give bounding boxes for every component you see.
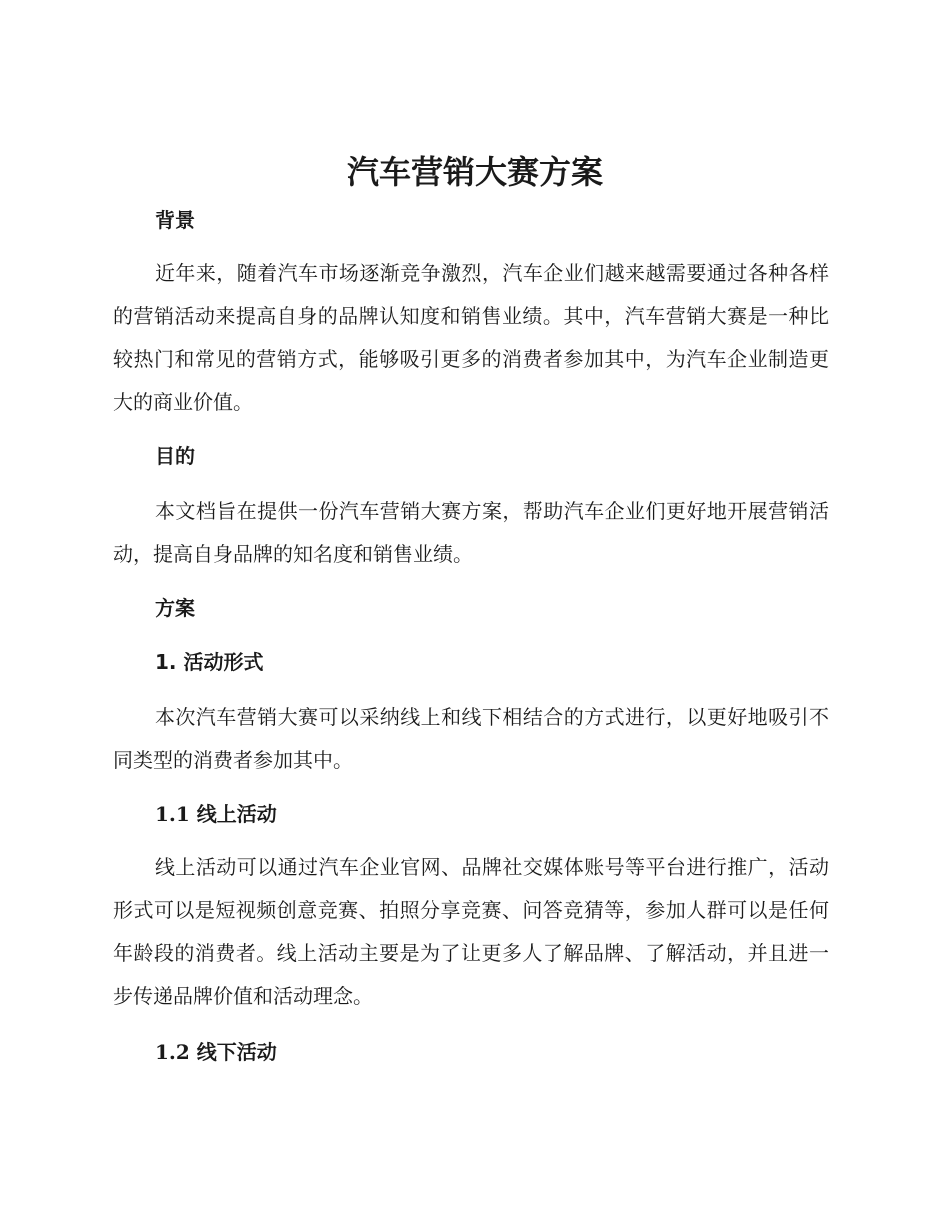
paragraph-background: 近年来，随着汽车市场逐渐竞争激烈，汽车企业们越来越需要通过各种各样的营销活动来提高自身的品牌认知度和销售业绩。其中，汽车营销大赛是一种比较热门和常见的营销方式，能够吸引更多的消费者参加其中，为汽车企业制造更大的商业价值。 (113, 261, 829, 414)
paragraph-online: 线上活动可以通过汽车企业官网、品牌社交媒体账号等平台进行推广，活动形式可以是短视频创意竞赛、拍照分享竞赛、问答竞猜等，参加人群可以是任何年龄段的消费者。线上活动主要是为了让更多人了解品牌、了解活动，并且进一步传递品牌价值和活动理念。 (113, 855, 829, 1008)
section-heading-purpose: 目的 (155, 444, 195, 468)
section-heading-activity-form: 1. 活动形式 (155, 650, 264, 674)
document-title: 汽车营销大赛方案 (346, 153, 603, 191)
section-heading-background: 背景 (155, 208, 195, 232)
subsection-heading-online: 1.1 线上活动 (155, 802, 277, 826)
paragraph-activity-form: 本次汽车营销大赛可以采纳线上和线下相结合的方式进行，以更好地吸引不同类型的消费者参加其中。 (113, 705, 829, 772)
section-heading-plan: 方案 (155, 596, 195, 620)
subsection-heading-offline: 1.2 线下活动 (155, 1040, 277, 1064)
paragraph-purpose: 本文档旨在提供一份汽车营销大赛方案，帮助汽车企业们更好地开展营销活动，提高自身品牌的知名度和销售业绩。 (113, 499, 829, 566)
